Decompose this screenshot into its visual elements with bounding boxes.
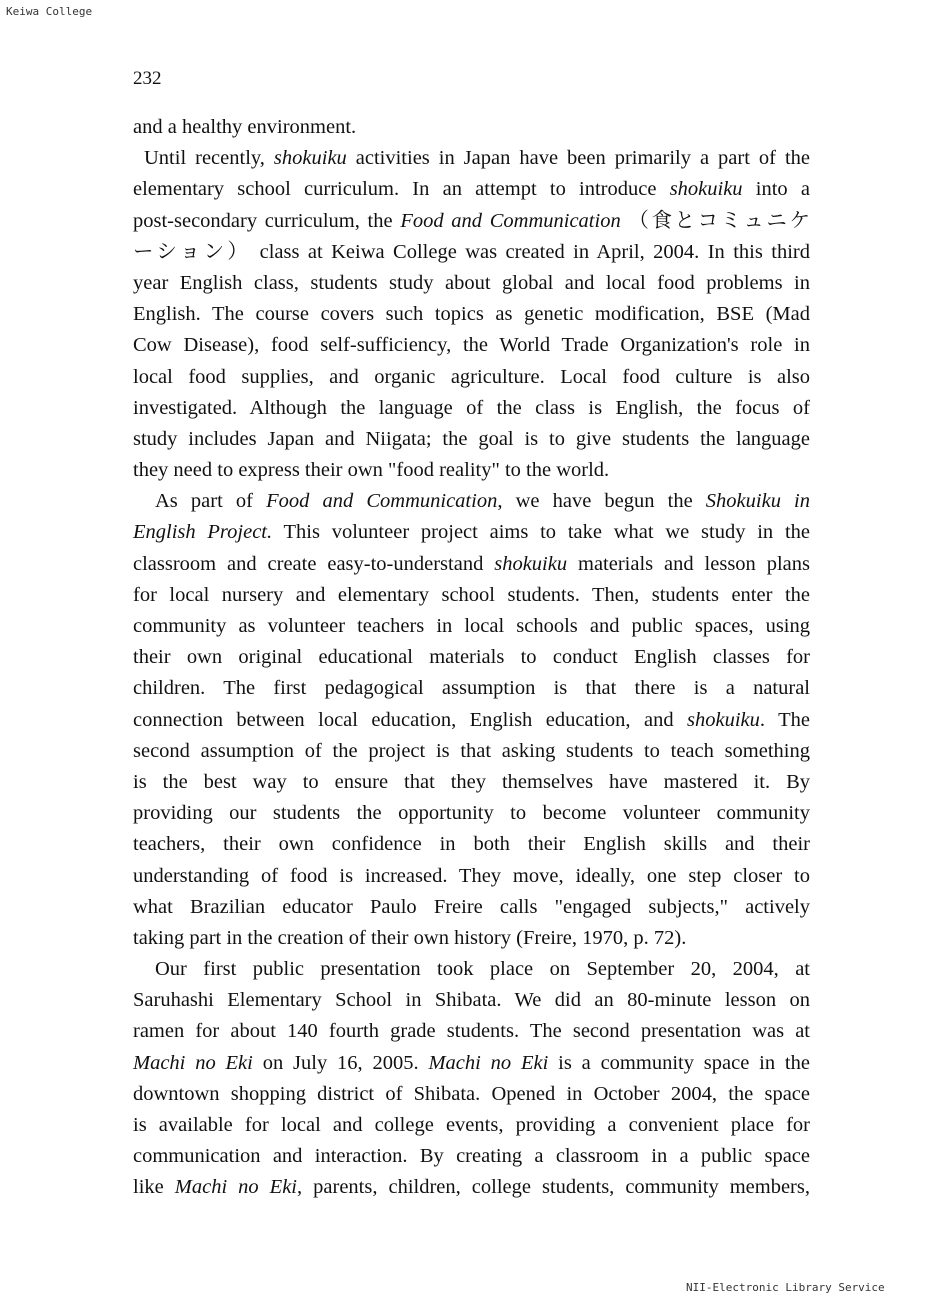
text-line (133, 174, 810, 205)
text-line (133, 923, 810, 954)
text-line (133, 954, 810, 985)
text-segment: downtown shopping district of Shibata. Opened in October 2004, the space (133, 1082, 810, 1105)
text-segment: elementary school curriculum. In an attempt to introduce (133, 178, 670, 201)
text-segment: teachers, their own confidence in both their English skills and their (133, 833, 810, 856)
text-line (133, 424, 810, 455)
text-segment: year English class, students study about global and local food problems in (133, 271, 810, 294)
text-line (133, 861, 810, 892)
text-line (133, 798, 810, 829)
text-segment: This volunteer project aims to take what we study in the (272, 521, 810, 544)
text-line (133, 985, 810, 1016)
text-segment: ーション） class at Keiwa College was created in April, 2004. In this third (133, 240, 810, 263)
text-segment: on July 16, 2005. (252, 1051, 429, 1074)
text-segment: children. The first pedagogical assumption is that there is a natural (133, 677, 810, 700)
italic-term: shokuiku (494, 552, 568, 575)
text-segment: post-secondary curriculum, the (133, 209, 401, 232)
text-segment: what Brazilian educator Paulo Freire calls "engaged subjects," actively (133, 895, 810, 918)
text-segment: English. The course covers such topics as genetic modification, BSE (Mad (133, 303, 810, 326)
text-segment: their own original educational materials to conduct English classes for (133, 646, 810, 669)
text-segment: classroom and create easy-to-understand (133, 552, 495, 575)
text-line (133, 611, 810, 642)
text-line (133, 486, 810, 517)
text-line (133, 1110, 810, 1141)
text-segment: like (133, 1176, 175, 1199)
text-line (133, 330, 810, 361)
body-text (133, 112, 810, 1204)
text-line (133, 393, 810, 424)
text-segment: communication and interaction. By creating a classroom in a public space (133, 1145, 810, 1168)
text-segment: Our first public presentation took place on September 20, 2004, at (155, 958, 810, 981)
text-line (133, 1079, 810, 1110)
footer-credit: NII-Electronic Library Service (686, 1281, 885, 1294)
text-line (133, 1016, 810, 1047)
text-line (133, 705, 810, 736)
text-segment: , parents, children, college students, community members, (297, 1176, 810, 1199)
text-segment: activities in Japan have been primarily a part of the (346, 147, 810, 170)
text-line (133, 362, 810, 393)
text-line (133, 1141, 810, 1172)
text-segment: is the best way to ensure that they themselves have mastered it. By (133, 770, 810, 793)
text-line (133, 892, 810, 923)
italic-term: Machi no Eki (133, 1051, 253, 1074)
text-segment: understanding of food is increased. They move, ideally, one step closer to (133, 864, 810, 887)
text-line (133, 299, 810, 330)
text-line (133, 517, 810, 548)
italic-term: shokuiku (273, 147, 347, 170)
text-segment: local food supplies, and organic agriculture. Local food culture is also (133, 365, 810, 388)
italic-term: Food and Communication (400, 209, 621, 232)
text-line (133, 642, 810, 673)
text-segment: ramen for about 140 fourth grade students. The second presentation was at (133, 1020, 810, 1043)
italic-term: Machi no Eki (428, 1051, 549, 1074)
text-line (133, 549, 810, 580)
text-line (133, 268, 810, 299)
text-segment: taking part in the creation of their own history (Freire, 1970, p. 72). (133, 926, 687, 949)
text-segment: they need to express their own "food reality" to the world. (133, 459, 610, 482)
text-segment: second assumption of the project is that asking students to teach something (133, 739, 810, 762)
text-segment: study includes Japan and Niigata; the goal is to give students the language (133, 427, 810, 450)
text-segment: （食とコミュニケ (620, 209, 810, 232)
text-line (133, 1172, 810, 1203)
text-segment: is a community space in the (548, 1051, 810, 1074)
text-line (133, 673, 810, 704)
text-segment: for local nursery and elementary school students. Then, students enter the (133, 583, 810, 606)
text-segment: community as volunteer teachers in local schools and public spaces, using (133, 615, 810, 637)
text-line (133, 580, 810, 611)
text-line (133, 143, 810, 174)
text-line (133, 206, 810, 237)
text-segment: is available for local and college events, providing a convenient place for (133, 1114, 810, 1136)
text-line (133, 829, 810, 860)
italic-term: English Project. (133, 521, 273, 544)
text-segment: Until recently, (144, 147, 274, 170)
text-line (133, 1048, 810, 1079)
text-segment: connection between local education, English education, and (133, 708, 688, 731)
running-header: Keiwa College (6, 5, 93, 18)
text-segment: materials and lesson plans (567, 552, 810, 575)
text-segment: into a (742, 178, 810, 201)
text-line (133, 237, 810, 268)
text-segment: providing our students the opportunity to become volunteer community (133, 802, 810, 825)
text-segment: . The (759, 708, 810, 731)
page-number: 232 (133, 68, 162, 89)
text-line (133, 767, 810, 798)
italic-term: Machi no Eki (174, 1176, 297, 1199)
text-segment: , we have begun the (497, 490, 706, 513)
text-segment: As part of (155, 490, 267, 513)
italic-term: Shokuiku in (705, 490, 811, 513)
text-segment: investigated. Although the language of the class is English, the focus of (133, 396, 810, 419)
text-segment: Saruhashi Elementary School in Shibata. We did an 80-minute lesson on (133, 989, 810, 1012)
text-segment: Cow Disease), food self-sufficiency, the World Trade Organization's role in (133, 334, 810, 357)
text-line (133, 112, 810, 143)
italic-term: shokuiku (669, 178, 743, 201)
italic-term: shokuiku (687, 708, 760, 731)
text-segment: and a healthy environment. (133, 116, 357, 138)
text-line (133, 736, 810, 767)
italic-term: Food and Communication (266, 490, 498, 513)
text-line (133, 455, 810, 486)
